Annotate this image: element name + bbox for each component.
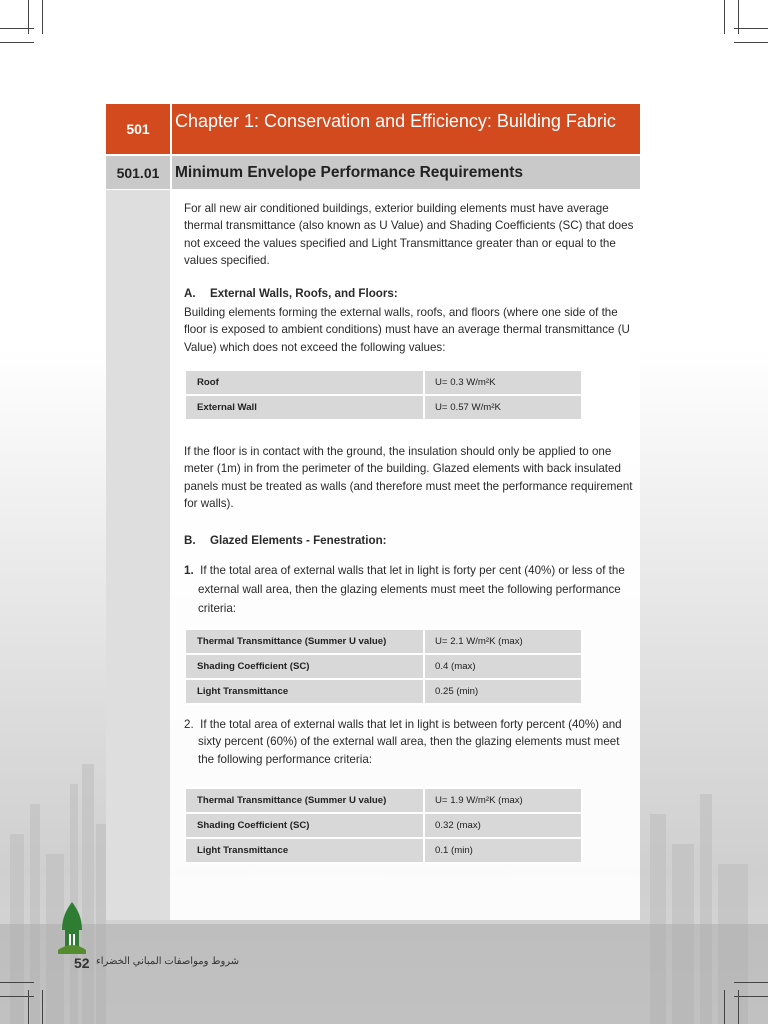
crop-mark: [0, 996, 34, 997]
part-a-heading: [184, 287, 398, 300]
part-a-paragraph: Building elements forming the external walls, roofs, and floors (where one side of the floor is exposed to ambient conditions) must have an average thermal transmittance (U Value) which does not exceed the following values:: [184, 306, 630, 354]
table-cell-value: 0.25 (min): [424, 679, 582, 704]
crop-mark: [0, 28, 34, 29]
part-b-letter: B.: [184, 534, 196, 547]
chapter-title: Chapter 1: Conservation and Efficiency: Building Fabric: [172, 104, 640, 154]
intro-paragraph: For all new air conditioned buildings, exterior building elements must have average thermal transmittance (also known as U Value) and Shading Coefficients (SC) that does not exceed the values specified and Light Transmittance greater than or equal to the values specified.: [184, 202, 634, 267]
table-cell-value: 0.4 (max): [424, 654, 582, 679]
footer-arabic-title: شروط ومواصفات المباني الخضراء: [96, 956, 240, 967]
table-cell-label: Roof: [185, 370, 424, 395]
table-row: [185, 654, 582, 679]
part-b-heading: [184, 534, 387, 547]
section-number: 501.01: [106, 156, 170, 189]
table-cell-label: Shading Coefficient (SC): [185, 654, 424, 679]
criteria-table-1: [184, 628, 583, 705]
table-row: [185, 788, 582, 813]
table-cell-value: 0.1 (min): [424, 838, 582, 863]
left-column-strip: [106, 190, 170, 920]
part-a-letter: A.: [184, 287, 196, 300]
crop-mark: [734, 42, 768, 43]
table-cell-label: Thermal Transmittance (Summer U value): [185, 788, 424, 813]
crop-mark: [42, 0, 43, 34]
list-item-2-number: 2.: [184, 718, 194, 731]
table-cell-label: Light Transmittance: [185, 838, 424, 863]
crop-mark: [42, 990, 43, 1024]
section-title: Minimum Envelope Performance Requirements: [172, 156, 640, 189]
crop-mark: [0, 982, 34, 983]
table-cell-label: Thermal Transmittance (Summer U value): [185, 629, 424, 654]
crop-mark: [734, 996, 768, 997]
crop-mark: [0, 42, 34, 43]
crop-mark: [724, 990, 725, 1024]
list-item-1: [184, 561, 634, 618]
page-number: 52: [74, 955, 90, 971]
table-row: [185, 813, 582, 838]
u-value-table: [184, 369, 583, 421]
table-cell-value: U= 0.3 W/m²K: [424, 370, 582, 395]
list-item-2: [184, 716, 634, 768]
crop-mark: [724, 0, 725, 34]
list-item-2-text: If the total area of external walls that let in light is between forty percent (40%) and sixty percent (60%) of the external wall area, then the glazing elements must meet the following performance criteria:: [198, 718, 622, 766]
table-cell-value: U= 1.9 W/m²K (max): [424, 788, 582, 813]
table-cell-value: 0.32 (max): [424, 813, 582, 838]
table-cell-label: External Wall: [185, 395, 424, 420]
part-a-note: If the floor is in contact with the ground, the insulation should only be applied to one meter (1m) in from the perimeter of the building. Glazed elements with back insulated panels must be treated as walls (and therefore must meet the performance requirement for walls).: [184, 445, 633, 510]
crop-mark: [734, 28, 768, 29]
criteria-table-2: [184, 787, 583, 864]
list-item-1-text: If the total area of external walls that let in light is forty per cent (40%) or less of the external wall area, then the glazing elements must meet the following performance criteria:: [198, 564, 625, 615]
table-row: [185, 838, 582, 863]
green-building-logo-icon: [56, 900, 88, 958]
table-row: [185, 679, 582, 704]
table-cell-label: Light Transmittance: [185, 679, 424, 704]
table-cell-label: Shading Coefficient (SC): [185, 813, 424, 838]
list-item-1-number: 1.: [184, 564, 194, 577]
part-b-heading-text: Glazed Elements - Fenestration:: [210, 534, 387, 547]
chapter-number: 501: [106, 104, 170, 154]
table-cell-value: U= 2.1 W/m²K (max): [424, 629, 582, 654]
part-a-heading-text: External Walls, Roofs, and Floors:: [210, 287, 398, 300]
table-row: [185, 370, 582, 395]
crop-mark: [734, 982, 768, 983]
table-row: [185, 629, 582, 654]
table-row: [185, 395, 582, 420]
table-cell-value: U= 0.57 W/m²K: [424, 395, 582, 420]
